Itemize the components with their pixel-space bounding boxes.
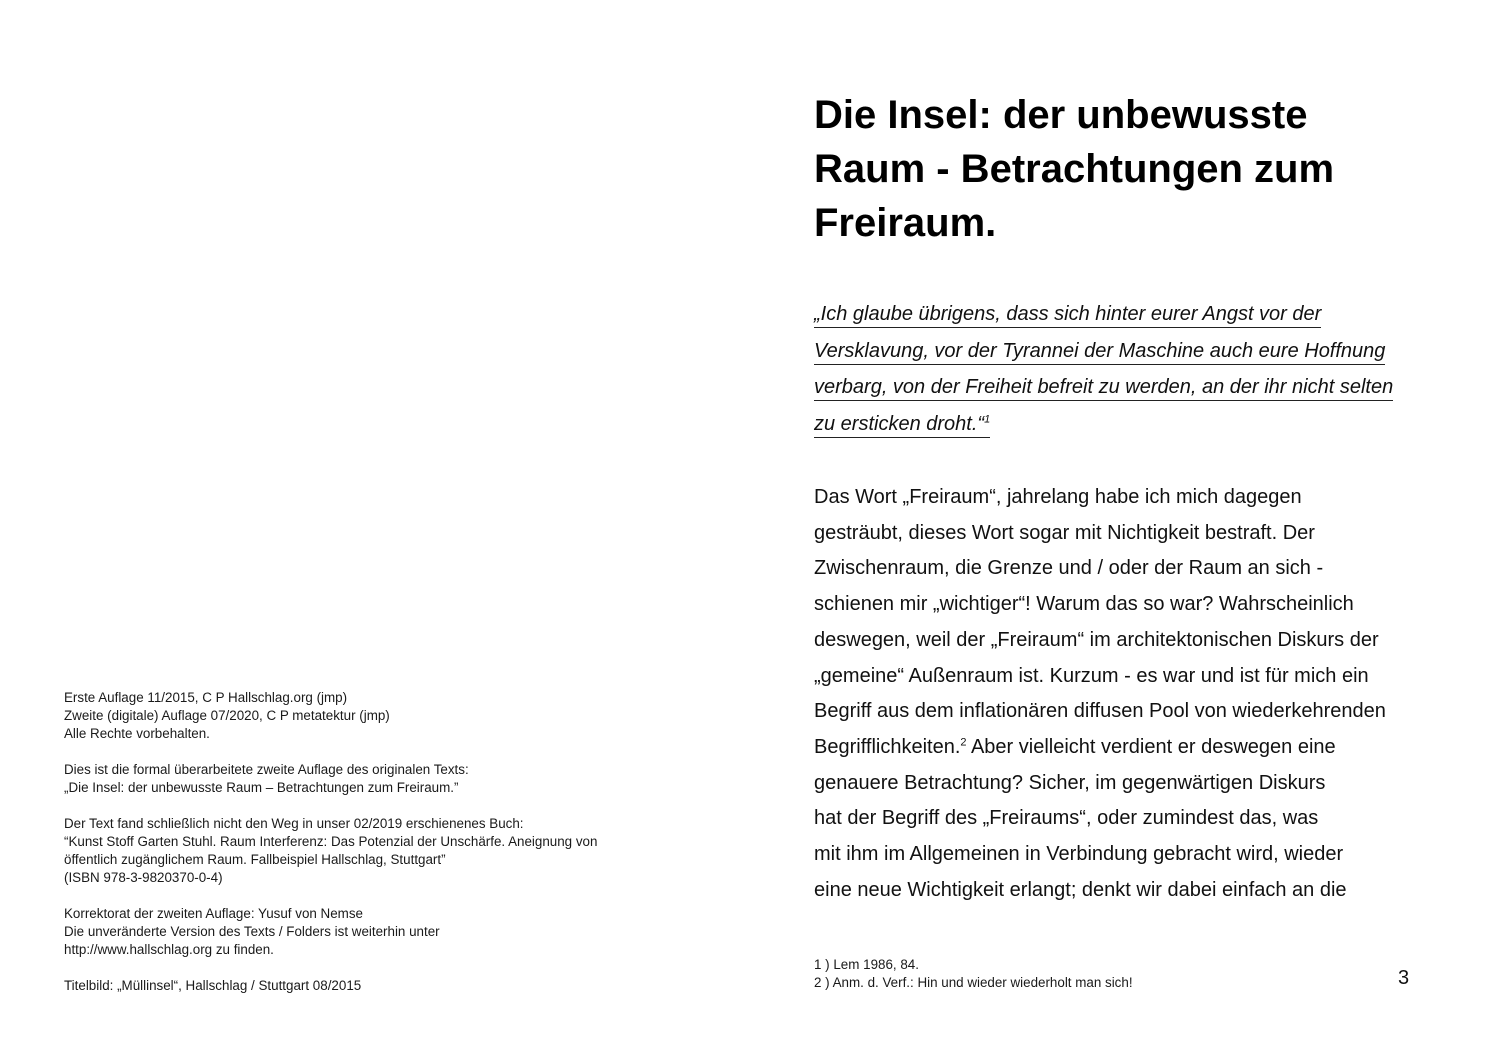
right-page bbox=[750, 0, 1500, 1064]
footnote-mark-2: 2 bbox=[960, 736, 967, 749]
imprint-edition-1: Erste Auflage 11/2015, C P Hallschlag.org (jmp) bbox=[64, 690, 348, 705]
imprint-proof-line-3: http://www.hallschlag.org zu finden. bbox=[64, 942, 274, 957]
body-line-1: Das Wort „Freiraum“, jahrelang habe ich mich dagegen bbox=[814, 486, 1302, 508]
body-line-10: hat der Begriff des „Freiraums“, oder zumindest das, was bbox=[814, 807, 1319, 830]
body-text bbox=[814, 480, 1454, 908]
body-line-7: Begriff aus dem inflationären diffusen Pool von wiederkehrenden bbox=[814, 700, 1386, 723]
imprint-revision-line-2: „Die Insel: der unbewusste Raum – Betrachtungen zum Freiraum.” bbox=[64, 780, 459, 795]
footnotes bbox=[814, 956, 1374, 992]
imprint-cover-image: Titelbild: „Müllinsel“, Hallschlag / Stuttgart 08/2015 bbox=[64, 978, 362, 993]
imprint-book-isbn: (ISBN 978-3-9820370-0-4) bbox=[64, 870, 223, 885]
quote-line-4-text: zu ersticken droht.“ bbox=[814, 412, 985, 435]
body-line-6: „gemeine“ Außenraum ist. Kurzum - es war und ist für mich ein bbox=[814, 664, 1369, 687]
page-number: 3 bbox=[1398, 967, 1410, 989]
body-line-12: eine neue Wichtigkeit erlangt; denkt wir dabei einfach an die bbox=[814, 878, 1347, 901]
footnote-1: 1 ) Lem 1986, 84. bbox=[814, 957, 919, 972]
body-line-3: Zwischenraum, die Grenze und / oder der Raum an sich - bbox=[814, 557, 1324, 580]
quote-line-3-text: verbarg, von der Freiheit befreit zu werden, an der ihr nicht selten bbox=[814, 376, 1394, 398]
quote-line-1-text: „Ich glaube übrigens, dass sich hinter eurer Angst vor der bbox=[814, 303, 1322, 325]
imprint bbox=[64, 689, 704, 1013]
imprint-edition-2: Zweite (digitale) Auflage 07/2020, C P metatektur (jmp) bbox=[64, 708, 390, 723]
quote-line-3 bbox=[814, 375, 1393, 401]
imprint-revision bbox=[64, 761, 704, 797]
quote-line-1 bbox=[814, 302, 1321, 328]
imprint-book-line-3: öffentlich zugänglichem Raum. Fallbeispiel Hallschlag, Stuttgart” bbox=[64, 852, 446, 867]
body-line-9: genauere Betrachtung? Sicher, im gegenwärtigen Diskurs bbox=[814, 771, 1326, 794]
page-title bbox=[814, 88, 1454, 250]
imprint-proofreading bbox=[64, 905, 704, 959]
title-line-3: Freiraum. bbox=[814, 201, 997, 245]
body-line-8-rest: Aber vielleicht verdient er deswegen eine bbox=[966, 735, 1336, 758]
quote-line-4 bbox=[814, 412, 990, 438]
footnote-2: 2 ) Anm. d. Verf.: Hin und wieder wiederholt man sich! bbox=[814, 975, 1133, 990]
imprint-book-line-1: Der Text fand schließlich nicht den Weg in unser 02/2019 erschienenes Buch: bbox=[64, 816, 524, 831]
imprint-book bbox=[64, 815, 704, 887]
imprint-cover bbox=[64, 977, 704, 995]
title-line-1: Die Insel: der unbewusste bbox=[814, 93, 1308, 137]
imprint-revision-line-1: Dies ist die formal überarbeitete zweite Auflage des originalen Texts: bbox=[64, 762, 469, 777]
imprint-proof-line-2: Die unveränderte Version des Texts / Folders ist weiterhin unter bbox=[64, 924, 440, 939]
footnote-mark-1: 1 bbox=[984, 412, 991, 425]
body-line-8-start: Begrifflichkeiten. bbox=[814, 735, 961, 758]
body-line-5: deswegen, weil der „Freiraum“ im architektonischen Diskurs der bbox=[814, 628, 1379, 651]
body-line-8 bbox=[814, 730, 1454, 766]
body-line-4: schienen mir „wichtiger“! Warum das so war? Wahrscheinlich bbox=[814, 593, 1354, 616]
quote-line-2 bbox=[814, 339, 1385, 365]
body-line-2: gesträubt, dieses Wort sogar mit Nichtigkeit bestraft. Der bbox=[814, 521, 1315, 544]
epigraph-quote bbox=[814, 302, 1454, 448]
imprint-book-line-2: “Kunst Stoff Garten Stuhl. Raum Interferenz: Das Potenzial der Unschärfe. Aneignung von bbox=[64, 834, 598, 849]
body-line-11: mit ihm im Allgemeinen in Verbindung gebracht wird, wieder bbox=[814, 843, 1344, 866]
title-line-2: Raum - Betrachtungen zum bbox=[814, 147, 1335, 191]
imprint-editions bbox=[64, 689, 704, 743]
quote-line-2-text: Versklavung, vor der Tyrannei der Maschine auch eure Hoffnung bbox=[814, 339, 1386, 362]
imprint-rights: Alle Rechte vorbehalten. bbox=[64, 726, 210, 741]
imprint-proof-line-1: Korrektorat der zweiten Auflage: Yusuf von Nemse bbox=[64, 906, 363, 921]
